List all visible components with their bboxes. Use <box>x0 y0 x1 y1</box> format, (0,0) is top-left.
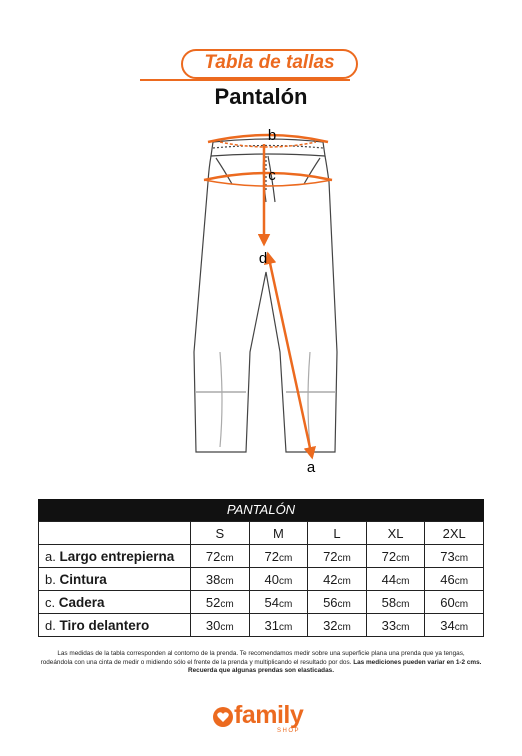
size-header: 2XL <box>425 522 484 545</box>
row-letter: d. <box>45 617 56 633</box>
row-letter: c. <box>45 594 56 610</box>
table-row <box>39 545 484 568</box>
label-a: a <box>306 459 316 472</box>
row-letter: a. <box>45 548 56 564</box>
row-letter: b. <box>45 571 56 587</box>
value-cell: 34cm <box>425 614 484 637</box>
size-table <box>38 499 484 637</box>
table-heading: PANTALÓN <box>38 499 484 521</box>
value-cell: 32cm <box>308 614 367 637</box>
row-name: Cadera <box>58 594 105 610</box>
value-cell: 73cm <box>425 545 484 568</box>
brand-logo-sub: SHOP <box>277 728 301 734</box>
sizes-row-blank <box>39 522 191 545</box>
heart-logo-icon <box>212 705 234 729</box>
page-title: Tabla de tallas <box>204 52 335 73</box>
value-cell: 31cm <box>249 614 308 637</box>
value-cell: 54cm <box>249 591 308 614</box>
value-cell: 46cm <box>425 568 484 591</box>
value-cell: 33cm <box>366 614 425 637</box>
value-cell: 72cm <box>191 545 250 568</box>
value-cell: 72cm <box>308 545 367 568</box>
footnote <box>30 650 492 676</box>
value-cell: 56cm <box>308 591 367 614</box>
footnote-line3: Recuerda que algunas prendas son elasticadas. <box>188 667 334 675</box>
value-cell: 58cm <box>366 591 425 614</box>
value-cell: 42cm <box>308 568 367 591</box>
table-row <box>39 591 484 614</box>
footnote-line2-bold: Las mediciones pueden variar en 1-2 cms. <box>353 658 482 666</box>
value-cell: 52cm <box>191 591 250 614</box>
table-row <box>39 568 484 591</box>
value-cell: 30cm <box>191 614 250 637</box>
value-cell: 72cm <box>366 545 425 568</box>
label-d: d <box>258 250 268 267</box>
footnote-line2: rodeándola con una cinta de medir o midiendo sólo el frente de la prenda y multiplicando el resultado por dos. <box>40 658 352 666</box>
title-underline <box>140 79 350 81</box>
brand-logo: family <box>234 701 304 729</box>
value-cell: 40cm <box>249 568 308 591</box>
garment-title: Pantalón <box>214 84 308 109</box>
size-header: XL <box>366 522 425 545</box>
size-header: L <box>308 522 367 545</box>
footnote-line1: Las medidas de la tabla corresponden al contorno de la prenda. Te recomendamos medir sobre una superficie plana una prenda que ya tengas, <box>57 650 465 657</box>
value-cell: 38cm <box>191 568 250 591</box>
size-header: S <box>191 522 250 545</box>
row-name: Tiro delantero <box>59 617 150 633</box>
sizes-row <box>39 522 484 545</box>
row-name: Largo entrepierna <box>59 548 175 564</box>
measure-a-arrow <box>268 254 312 457</box>
value-cell: 72cm <box>249 545 308 568</box>
label-b: b <box>267 127 277 144</box>
table-row <box>39 614 484 637</box>
value-cell: 60cm <box>425 591 484 614</box>
pants-diagram <box>180 122 350 472</box>
row-name: Cintura <box>59 571 107 587</box>
label-c: c <box>268 167 276 184</box>
value-cell: 44cm <box>366 568 425 591</box>
size-header: M <box>249 522 308 545</box>
